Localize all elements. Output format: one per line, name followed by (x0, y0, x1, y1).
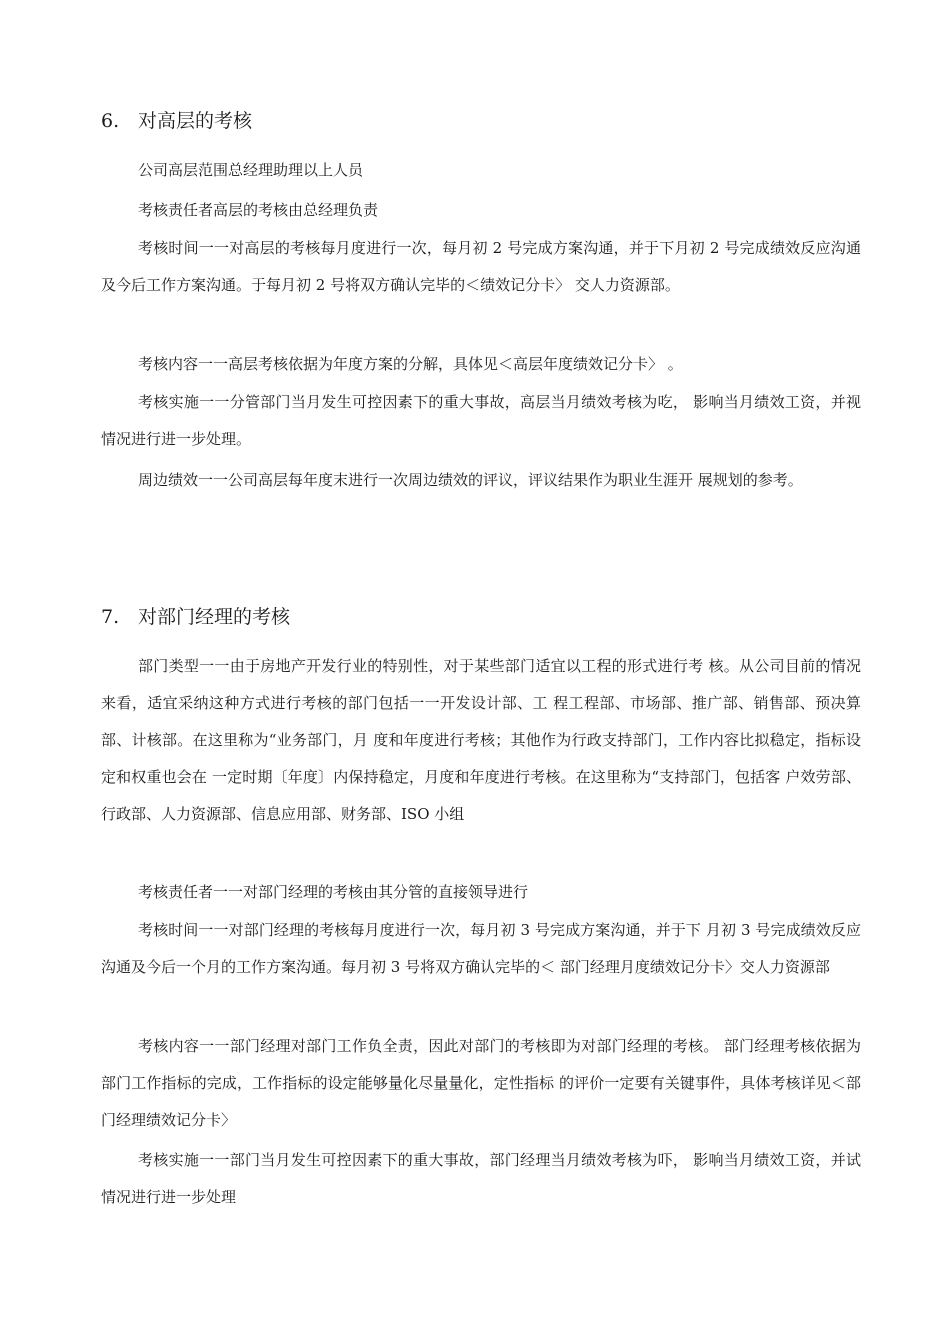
paragraph: 考核责任者一一对部门经理的考核由其分管的直接领导进行 (138, 883, 529, 901)
section-7-heading (101, 604, 290, 630)
paragraph: 部门类型一一由于房地产开发行业的特别性，对于某些部门适宜以工程的形式进行考 核。从公司目前的情况来看，适宜采纳这种方式进行考核的部门包括一一开发设计部、工 程工程部、市场部、推广部、销售部、预决算部、计核部。在这里称为“业务部门，月 度和年度进行考核；其他作为行政支持部门，工作内容比拟稳定，指标设定和权重也会在 一定时期〔年度〕内保持稳定，月度和年度进行考核。在这里称为“支持部门，包括客 户效劳部、行政部、人力资源部、信息应用部、财务部、ISO 小组 (101, 657, 861, 823)
section-title: 对高层的考核 (138, 110, 253, 132)
paragraph: 考核实施一一部门当月发生可控因素下的重大事故，部门经理当月绩效考核为吓， 影响当月绩效工资，并试情况进行进一步处理 (101, 1151, 861, 1206)
paragraph: 公司高层范围总经理助理以上人员 (138, 161, 364, 179)
paragraph: 周边绩效一一公司高层每年度末进行一次周边绩效的评议，评议结果作为职业生涯开 展规划的参考。 (138, 471, 803, 489)
section-title: 对部门经理的考核 (138, 606, 291, 628)
paragraph: 考核时间一一对部门经理的考核每月度进行一次，每月初 3 号完成方案沟通，并于下 月初 3 号完成绩效反应沟通及今后一个月的工作方案沟通。每月初 3 号将双方确认完毕的＜ 部门经理月度绩效记分卡〉交人力资源部 (101, 921, 861, 976)
paragraph: 考核内容一一部门经理对部门工作负全责，因此对部门的考核即为对部门经理的考核。 部门经理考核依据为部门工作指标的完成，工作指标的设定能够量化尽量量化，定性指标 的评价一定要有关键事件，具体考核详见＜部门经理绩效记分卡〉 (101, 1037, 861, 1129)
paragraph: 考核时间一一对高层的考核每月度进行一次，每月初 2 号完成方案沟通，并于下月初 2 号完成绩效反应沟通及今后工作方案沟通。于每月初 2 号将双方确认完毕的＜绩效记分卡〉 交人力资源部。 (101, 239, 861, 294)
paragraph: 考核内容一一高层考核依据为年度方案的分解，具体见＜高层年度绩效记分卡〉 。 (138, 355, 683, 373)
paragraph: 考核责任者高层的考核由总经理负责 (138, 201, 379, 219)
section-number: 6. (101, 110, 120, 132)
paragraph: 考核实施一一分管部门当月发生可控因素下的重大事故，高层当月绩效考核为吃， 影响当月绩效工资，并视情况进行进一步处理。 (101, 393, 861, 448)
section-6-heading (101, 108, 252, 134)
section-number: 7. (101, 606, 120, 628)
